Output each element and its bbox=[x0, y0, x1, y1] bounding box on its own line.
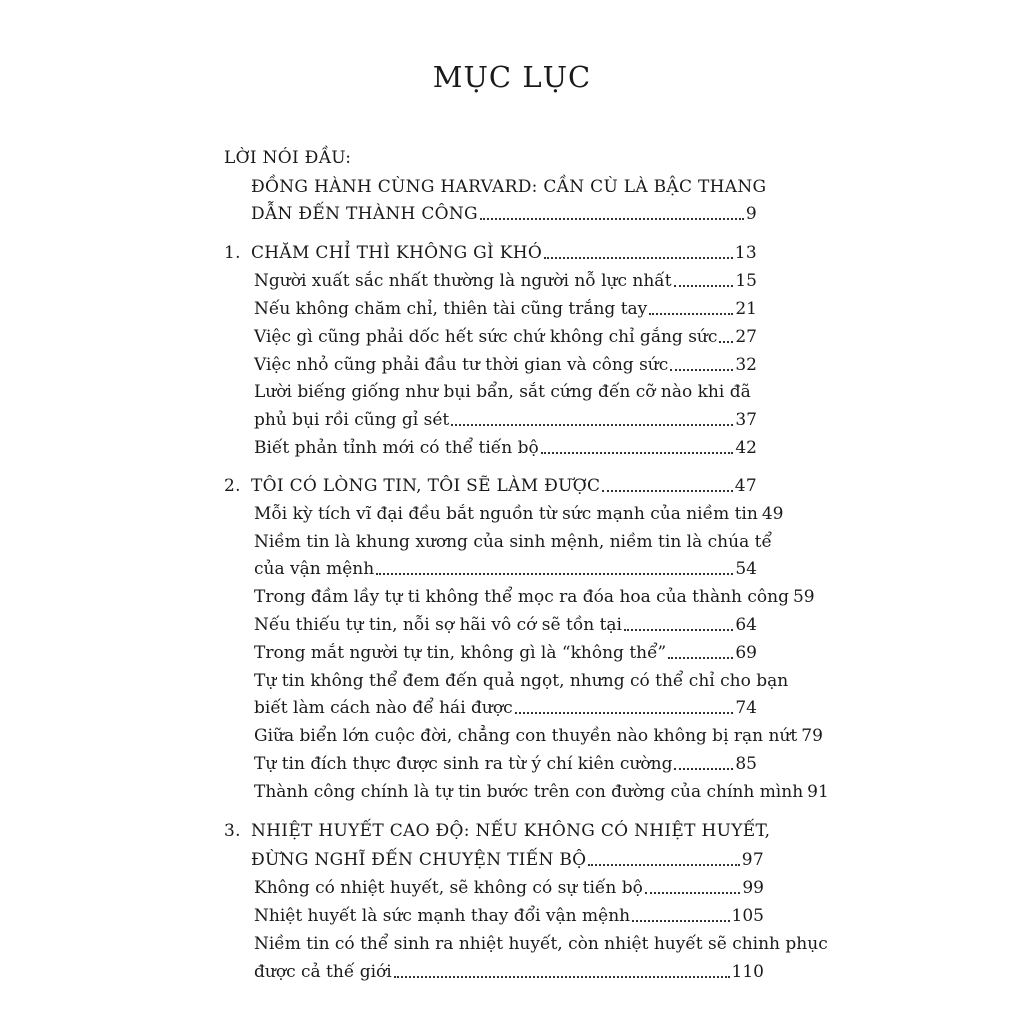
leader-dots bbox=[674, 281, 734, 287]
chapter-number: 2. bbox=[224, 476, 241, 496]
page-number: 15 bbox=[735, 271, 757, 291]
page-number: 91 bbox=[807, 782, 829, 802]
toc-entry[interactable] bbox=[254, 725, 823, 747]
leader-dots bbox=[394, 972, 730, 978]
toc-entry[interactable] bbox=[254, 409, 757, 431]
chapter-entry[interactable] bbox=[251, 849, 764, 871]
preface-title-line1: ĐỒNG HÀNH CÙNG HARVARD: CẦN CÙ LÀ BẬC THANG bbox=[251, 177, 767, 197]
toc-entry[interactable] bbox=[254, 781, 829, 803]
leader-dots bbox=[670, 365, 733, 371]
leader-dots bbox=[632, 916, 729, 922]
entry-title: Mỗi kỳ tích vĩ đại đều bắt nguồn từ sức mạnh của niềm tin bbox=[254, 504, 758, 524]
entry-title: Niềm tin có thể sinh ra nhiệt huyết, còn nhiệt huyết sẽ chinh phục bbox=[254, 934, 828, 954]
chapter-title: TÔI CÓ LÒNG TIN, TÔI SẼ LÀM ĐƯỢC bbox=[251, 476, 601, 496]
leader-dots bbox=[541, 448, 734, 454]
entry-title: Việc nhỏ cũng phải đầu tư thời gian và công sức bbox=[254, 355, 669, 375]
entry-title: Nếu không chăm chỉ, thiên tài cũng trắng tay bbox=[254, 299, 648, 319]
chapter-number: 1. bbox=[224, 243, 241, 263]
leader-dots bbox=[544, 253, 733, 259]
leader-dots bbox=[480, 214, 744, 220]
toc-entry[interactable] bbox=[254, 298, 757, 320]
toc-entry[interactable] bbox=[254, 642, 757, 664]
page-number: 9 bbox=[745, 204, 757, 224]
page-number: 37 bbox=[735, 410, 757, 430]
toc-entry[interactable] bbox=[254, 905, 764, 927]
page-number: 54 bbox=[735, 559, 757, 579]
toc-entry[interactable] bbox=[254, 961, 764, 983]
leader-dots bbox=[515, 708, 734, 714]
leader-dots bbox=[645, 888, 741, 894]
leader-dots bbox=[451, 420, 733, 426]
page-number: 105 bbox=[731, 906, 764, 926]
chapter-entry[interactable] bbox=[251, 242, 757, 264]
entry-title: Nếu thiếu tự tin, nỗi sợ hãi vô cớ sẽ tồn tại bbox=[254, 615, 622, 635]
page-number: 79 bbox=[801, 726, 823, 746]
toc-entry[interactable] bbox=[254, 270, 757, 292]
page-title: MỤC LỤC bbox=[432, 60, 592, 94]
toc-entry[interactable] bbox=[254, 503, 784, 525]
entry-title: Tự tin không thể đem đến quả ngọt, nhưng có thể chỉ cho bạn bbox=[254, 671, 789, 691]
page-number: 49 bbox=[761, 504, 784, 524]
entry-title-continued: phủ bụi rồi cũng gỉ sét bbox=[254, 410, 450, 430]
entry-title: Biết phản tỉnh mới có thể tiến bộ bbox=[254, 438, 539, 458]
page-number: 27 bbox=[735, 327, 757, 347]
entry-title: Không có nhiệt huyết, sẽ không có sự tiến bộ bbox=[254, 878, 643, 898]
toc-entry[interactable] bbox=[254, 877, 764, 899]
page-number: 110 bbox=[731, 962, 764, 982]
chapter-entry[interactable] bbox=[251, 475, 757, 497]
page-number: 21 bbox=[735, 299, 757, 319]
page-number: 32 bbox=[735, 355, 757, 375]
page-number: 13 bbox=[734, 243, 757, 263]
page-number: 74 bbox=[735, 698, 757, 718]
toc-entry[interactable] bbox=[254, 697, 757, 719]
chapter-title: NHIỆT HUYẾT CAO ĐỘ: NẾU KHÔNG CÓ NHIỆT HUYẾT, bbox=[251, 821, 771, 841]
entry-title: Niềm tin là khung xương của sinh mệnh, niềm tin là chúa tể bbox=[254, 532, 772, 552]
toc-entry[interactable] bbox=[254, 614, 757, 636]
entry-title: Người xuất sắc nhất thường là người nỗ lực nhất bbox=[254, 271, 672, 291]
page-number: 99 bbox=[742, 878, 764, 898]
leader-dots bbox=[649, 309, 733, 315]
leader-dots bbox=[719, 337, 733, 343]
page-number: 59 bbox=[792, 587, 815, 607]
page-number: 97 bbox=[741, 850, 764, 870]
entry-title: Tự tin đích thực được sinh ra từ ý chí kiên cường bbox=[254, 754, 673, 774]
toc-entry[interactable] bbox=[254, 326, 757, 348]
chapter-title: CHĂM CHỈ THÌ KHÔNG GÌ KHÓ bbox=[251, 243, 543, 263]
leader-dots bbox=[624, 625, 733, 631]
toc-entry[interactable] bbox=[254, 558, 757, 580]
leader-dots bbox=[376, 569, 733, 575]
entry-title: Giữa biển lớn cuộc đời, chẳng con thuyền nào không bị rạn nứt bbox=[254, 726, 798, 746]
entry-title: Trong mắt người tự tin, không gì là “không thể” bbox=[254, 643, 667, 663]
leader-dots bbox=[674, 764, 733, 770]
entry-title: Việc gì cũng phải dốc hết sức chứ không chỉ gắng sức bbox=[254, 327, 718, 347]
page-number: 42 bbox=[735, 438, 757, 458]
leader-dots bbox=[588, 860, 739, 866]
page-number: 85 bbox=[735, 754, 757, 774]
entry-title-continued: của vận mệnh bbox=[254, 559, 375, 579]
entry-title: Nhiệt huyết là sức mạnh thay đổi vận mệnh bbox=[254, 906, 631, 926]
preface-entry[interactable] bbox=[251, 203, 757, 225]
page-number: 47 bbox=[734, 476, 757, 496]
toc-entry[interactable] bbox=[254, 437, 757, 459]
chapter-title-continued: ĐỪNG NGHĨ ĐẾN CHUYỆN TIẾN BỘ bbox=[251, 850, 587, 870]
toc-entry[interactable] bbox=[254, 354, 757, 376]
entry-title: Trong đầm lầy tự ti không thể mọc ra đóa hoa của thành công bbox=[254, 587, 789, 607]
page-number: 64 bbox=[735, 615, 757, 635]
toc-entry[interactable] bbox=[254, 753, 757, 775]
entry-title-continued: được cả thế giới bbox=[254, 962, 392, 982]
page-number: 69 bbox=[735, 643, 757, 663]
entry-title: Lười biếng giống như bụi bẩn, sắt cứng đến cỡ nào khi đã bbox=[254, 382, 751, 402]
preface-title-line2: DẪN ĐẾN THÀNH CÔNG bbox=[251, 204, 478, 224]
leader-dots bbox=[602, 486, 732, 492]
entry-title-continued: biết làm cách nào để hái được bbox=[254, 698, 513, 718]
chapter-number: 3. bbox=[224, 821, 241, 841]
entry-title: Thành công chính là tự tin bước trên con đường của chính mình bbox=[254, 782, 804, 802]
preface-label: LỜI NÓI ĐẦU: bbox=[224, 148, 352, 168]
leader-dots bbox=[668, 653, 733, 659]
toc-entry[interactable] bbox=[254, 586, 815, 608]
